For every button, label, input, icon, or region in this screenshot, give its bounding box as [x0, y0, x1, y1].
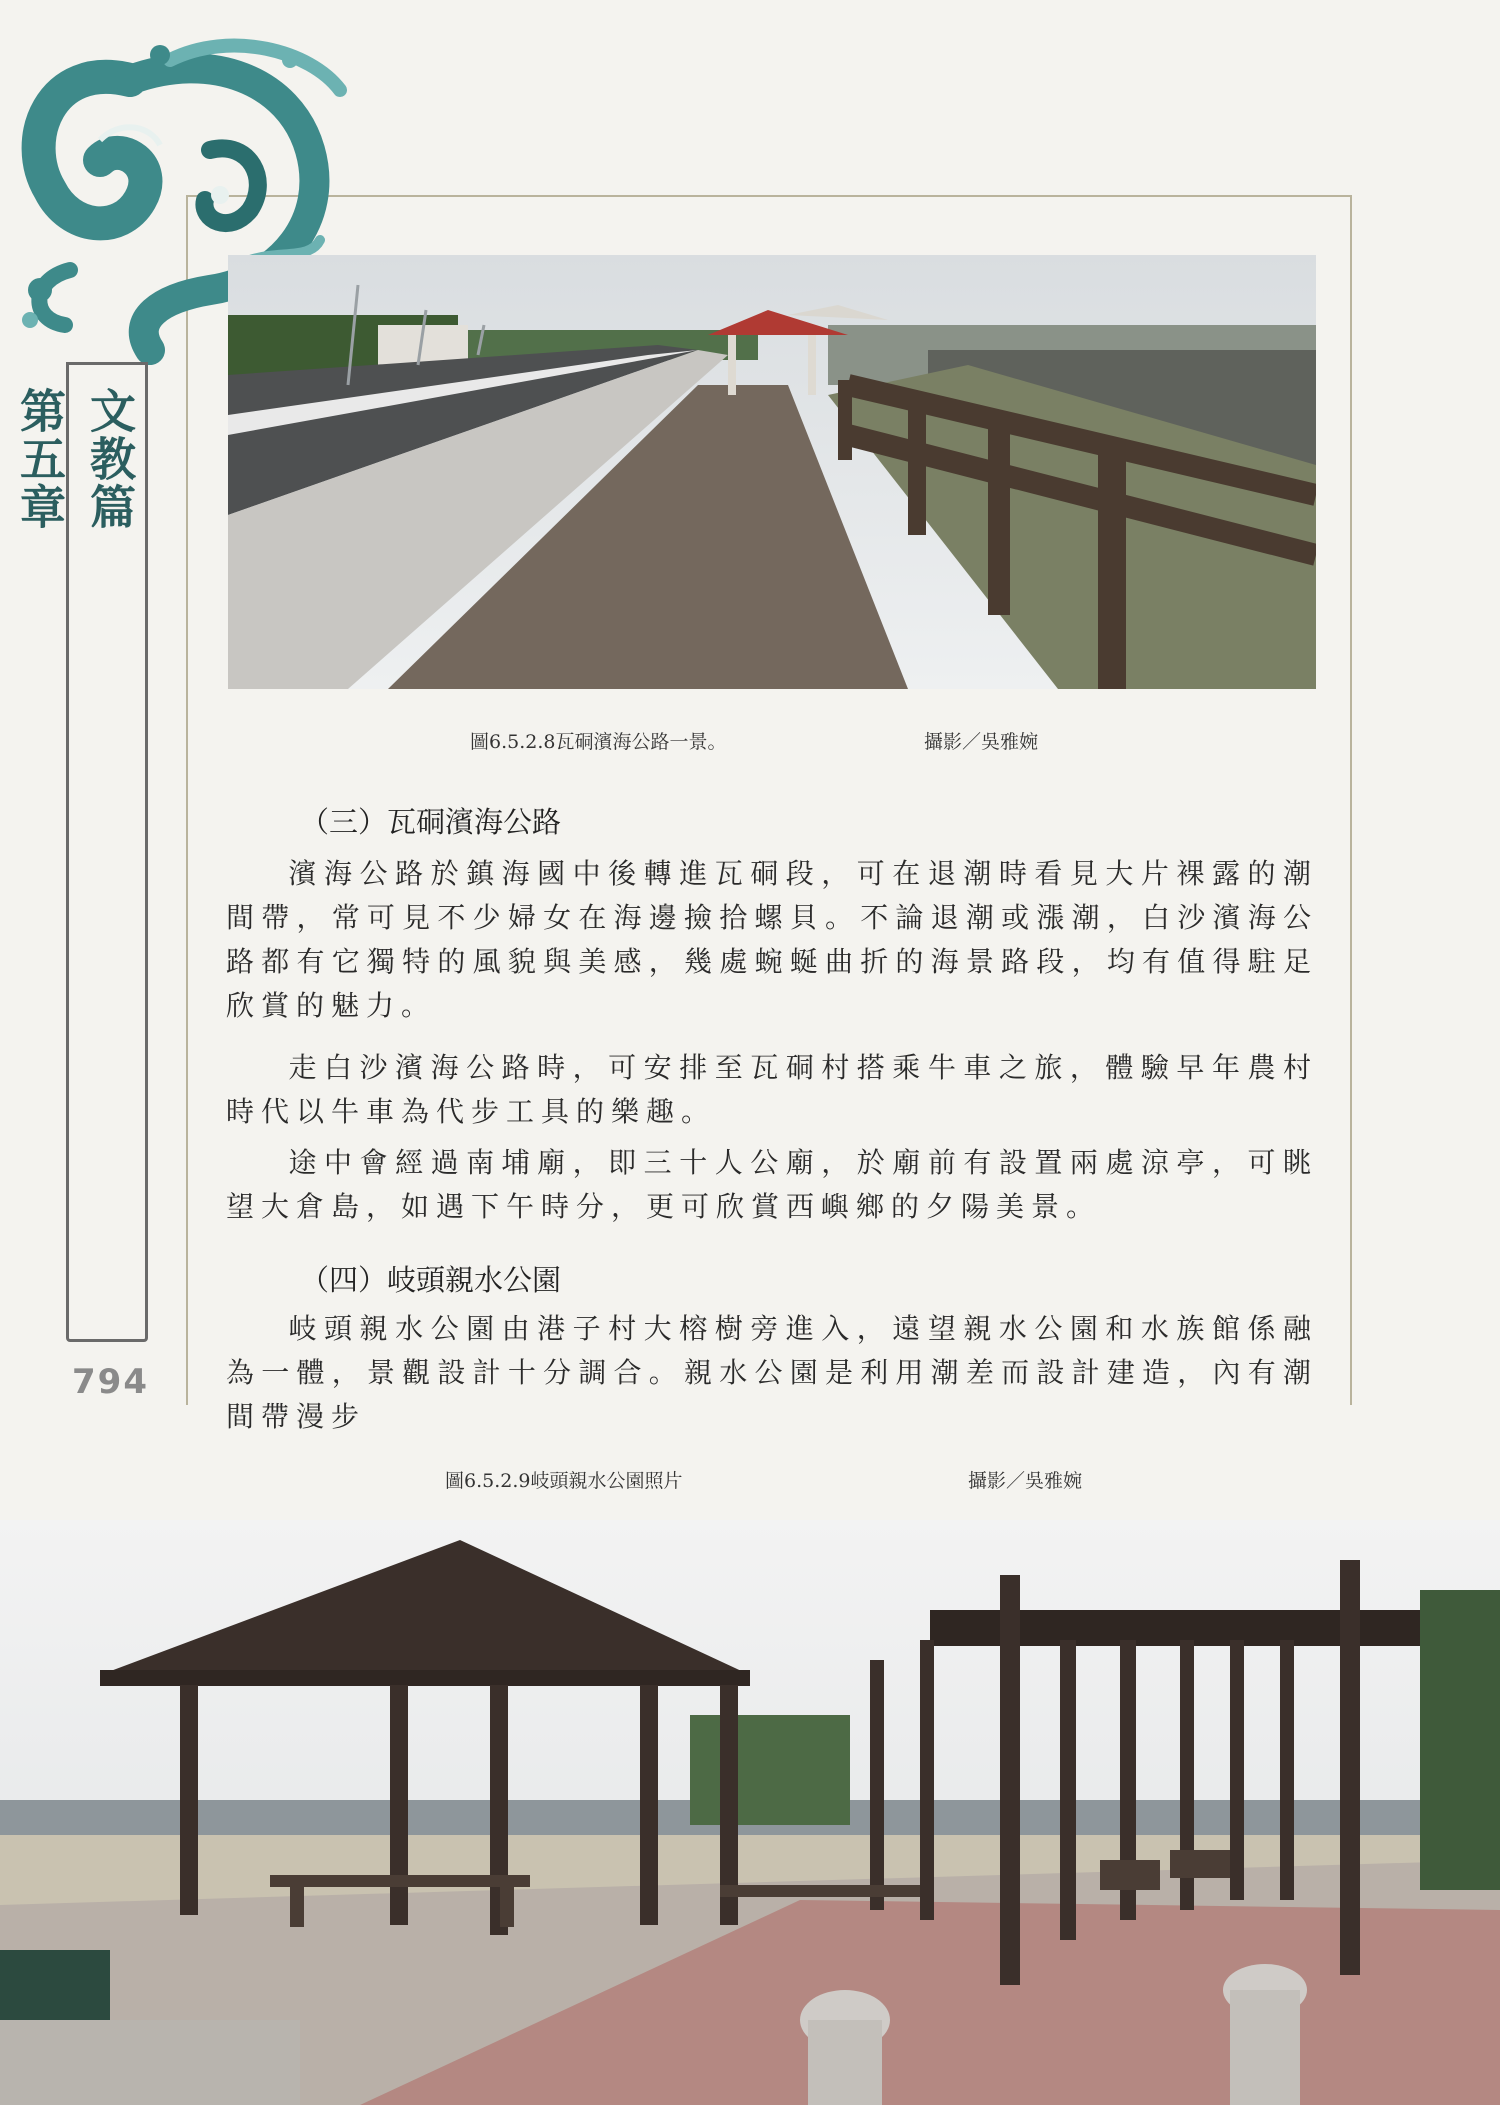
- page-frame-left: [186, 195, 188, 1405]
- side-tab-section: [0, 387, 5, 819]
- side-tab-text: [13, 387, 145, 819]
- figure1-credit: 攝影／吳雅婉: [924, 731, 1039, 753]
- section4-paragraph-1: 岐頭親水公園由港子村大榕樹旁進入，遠望親水公園和水族館係融為一體，景觀設計十分調合。親水公園是利用潮差而設計建造，內有潮間帶漫步: [226, 1312, 1318, 1433]
- coastal-road-photo: [228, 255, 1316, 689]
- side-tab-chapter: 第五章: [13, 387, 67, 531]
- page-frame-right: [1350, 195, 1352, 1405]
- section3-paragraph-1: 濱海公路於鎮海國中後轉進瓦硐段，可在退潮時看見大片裸露的潮間帶，常可見不少婦女在海邊撿拾螺貝。不論退潮或漲潮，白沙濱海公路都有它獨特的風貌與美感，幾處蜿蜒曲折的海景路段，均有值得駐足欣賞的魅力。: [226, 857, 1318, 1022]
- figure2-caption: 圖6.5.2.9岐頭親水公園照片: [445, 1470, 683, 1492]
- waterfront-park-photo: [0, 1520, 1500, 2105]
- page-number: 794: [72, 1362, 149, 1402]
- figure2-credit: 攝影／吳雅婉: [968, 1470, 1083, 1492]
- section3-paragraph-2: 走白沙濱海公路時，可安排至瓦硐村搭乘牛車之旅，體驗早年農村時代以牛車為代步工具的樂趣。: [226, 1051, 1318, 1128]
- figure1-caption: 圖6.5.2.8瓦硐濱海公路一景。: [470, 731, 727, 753]
- section3-heading: （三）瓦硐濱海公路: [300, 805, 562, 839]
- section4-heading: （四）岐頭親水公園: [300, 1263, 562, 1297]
- side-tab-part: 文教篇: [83, 387, 137, 531]
- chapter-side-tab: [13, 362, 148, 1342]
- section3-paragraph-3: 途中會經過南埔廟，即三十人公廟，於廟前有設置兩處涼亭，可眺望大倉島，如遇下午時分，更可欣賞西嶼鄉的夕陽美景。: [226, 1146, 1318, 1223]
